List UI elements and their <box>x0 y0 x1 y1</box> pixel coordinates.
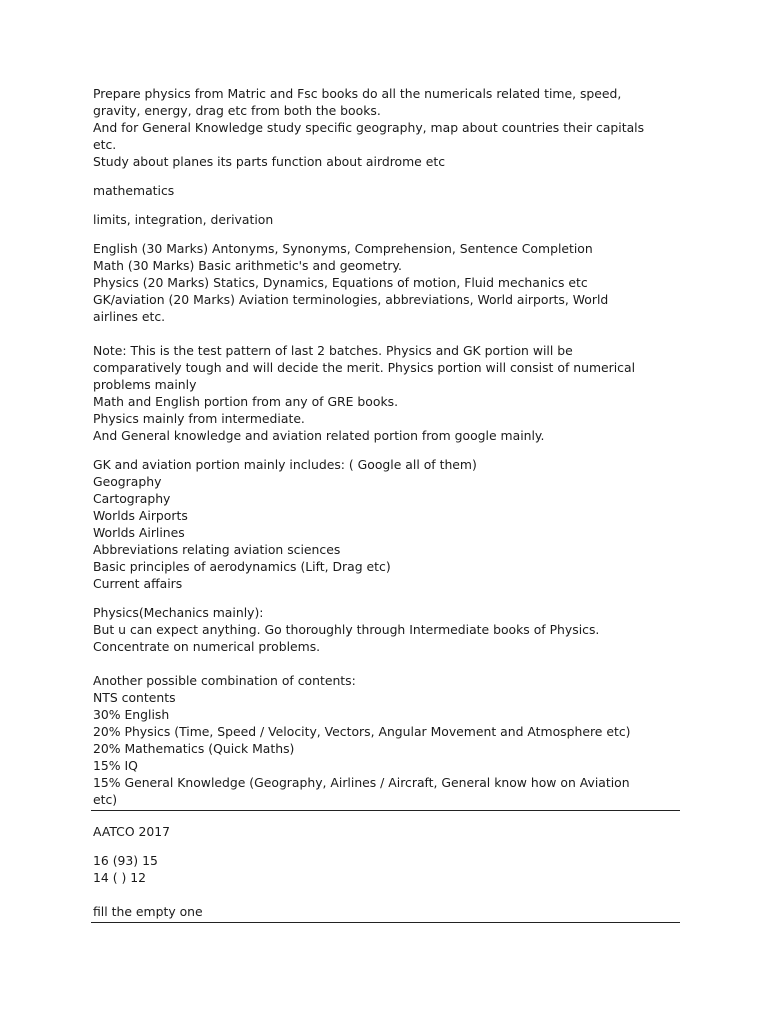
list-item: Worlds Airlines <box>93 525 185 540</box>
intro-paragraph <box>93 85 678 170</box>
list-item: etc) <box>93 792 118 807</box>
mathematics-heading: mathematics <box>93 183 175 198</box>
list-item: Cartography <box>93 491 171 506</box>
text-line: comparatively tough and will decide the merit. Physics portion will consist of numerical <box>93 360 636 375</box>
text-line: But u can expect anything. Go thoroughly through Intermediate books of Physics. <box>93 622 600 637</box>
divider-bottom <box>91 922 680 923</box>
document-page <box>93 85 678 923</box>
text-line: Note: This is the test pattern of last 2 batches. Physics and GK portion will be <box>93 343 573 358</box>
text-line: problems mainly <box>93 377 197 392</box>
text-line: Study about planes its parts function about airdrome etc <box>93 154 446 169</box>
puzzle-line: 16 (93) 15 <box>93 853 158 868</box>
list-item: 15% IQ <box>93 758 138 773</box>
text-line: GK/aviation (20 Marks) Aviation terminologies, abbreviations, World airports, World <box>93 292 609 307</box>
combination-section <box>93 672 678 808</box>
text-line: And General knowledge and aviation related portion from google mainly. <box>93 428 545 443</box>
list-item: 15% General Knowledge (Geography, Airlines / Aircraft, General know how on Aviation <box>93 775 630 790</box>
list-item: Abbreviations relating aviation sciences <box>93 542 341 557</box>
text-line: gravity, energy, drag etc from both the books. <box>93 103 381 118</box>
text-line: Prepare physics from Matric and Fsc books do all the numericals related time, speed, <box>93 86 622 101</box>
mathematics-topics: limits, integration, derivation <box>93 212 274 227</box>
physics-heading: Physics(Mechanics mainly): <box>93 605 264 620</box>
list-item: Current affairs <box>93 576 183 591</box>
marks-breakdown-paragraph <box>93 240 678 325</box>
text-line: etc. <box>93 137 117 152</box>
list-item: Basic principles of aerodynamics (Lift, Drag etc) <box>93 559 391 574</box>
puzzle-line: 14 ( ) 12 <box>93 870 147 885</box>
text-line: And for General Knowledge study specific geography, map about countries their capitals <box>93 120 645 135</box>
text-line: Math (30 Marks) Basic arithmetic's and geometry. <box>93 258 402 273</box>
list-item: Geography <box>93 474 162 489</box>
list-item: Worlds Airports <box>93 508 188 523</box>
mathematics-topics-paragraph <box>93 211 678 228</box>
note-paragraph <box>93 342 678 444</box>
gk-heading: GK and aviation portion mainly includes: ( Google all of them) <box>93 457 477 472</box>
text-line: Concentrate on numerical problems. <box>93 639 321 654</box>
text-line: airlines etc. <box>93 309 166 324</box>
aatco-heading: AATCO 2017 <box>93 824 171 839</box>
physics-section <box>93 604 678 655</box>
text-line: Physics (20 Marks) Statics, Dynamics, Equations of motion, Fluid mechanics etc <box>93 275 588 290</box>
list-item: NTS contents <box>93 690 176 705</box>
puzzle-instruction: fill the empty one <box>93 904 203 919</box>
list-item: 20% Physics (Time, Speed / Velocity, Vectors, Angular Movement and Atmosphere etc) <box>93 724 631 739</box>
text-line: English (30 Marks) Antonyms, Synonyms, Comprehension, Sentence Completion <box>93 241 593 256</box>
combination-heading: Another possible combination of contents: <box>93 673 356 688</box>
puzzle-block <box>93 852 678 886</box>
text-line: Math and English portion from any of GRE books. <box>93 394 399 409</box>
text-line: Physics mainly from intermediate. <box>93 411 305 426</box>
gk-section <box>93 456 678 592</box>
aatco-heading-paragraph <box>93 823 678 840</box>
list-item: 20% Mathematics (Quick Maths) <box>93 741 295 756</box>
mathematics-heading-paragraph <box>93 182 678 199</box>
list-item: 30% English <box>93 707 170 722</box>
puzzle-instruction-paragraph <box>93 903 678 920</box>
